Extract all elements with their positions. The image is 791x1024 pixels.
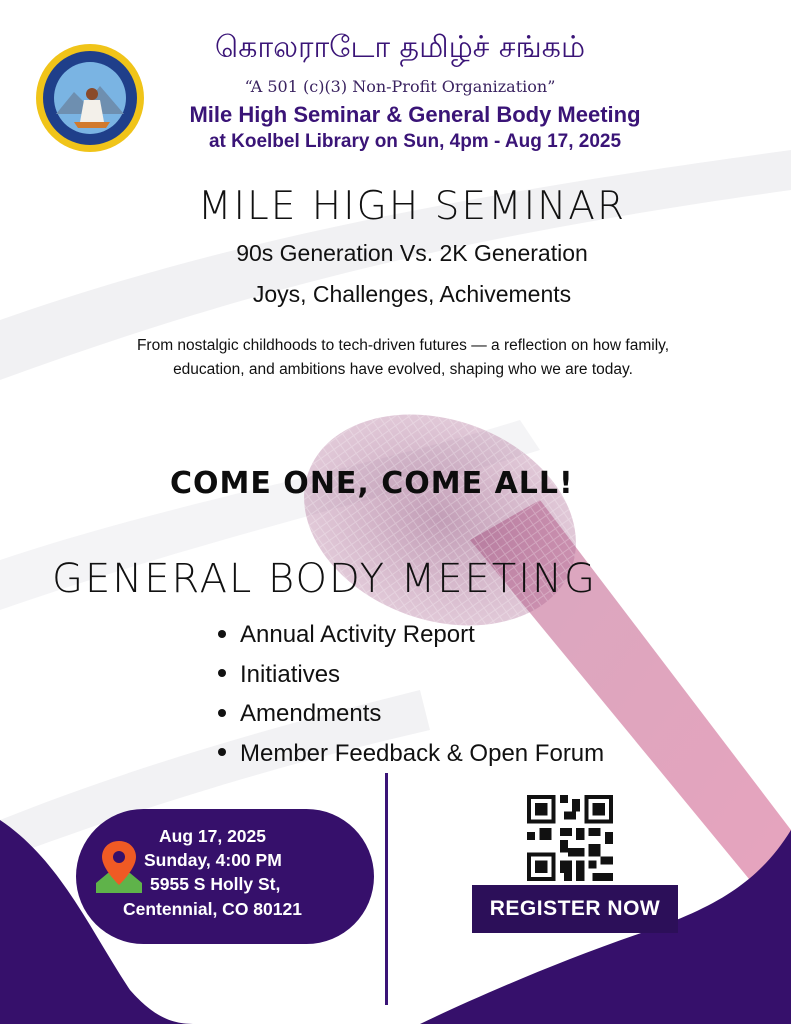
map-pin-icon — [92, 839, 146, 895]
bullet-icon — [218, 669, 226, 677]
event-subtitle: at Koelbel Library on Sun, 4pm - Aug 17, 2025 — [208, 131, 622, 152]
event-day-time: Sunday, 4:00 PM — [144, 850, 282, 870]
general-body-title: GENERAL BODY MEETING — [52, 556, 597, 602]
register-now-button[interactable]: REGISTER NOW — [472, 885, 678, 933]
seminar-title: MILE HIGH SEMINAR — [197, 184, 627, 229]
event-title: Mile High Seminar & General Body Meeting — [189, 102, 641, 127]
agenda-item: Amendments — [218, 694, 604, 734]
agenda-item: Member Feedback & Open Forum — [218, 734, 604, 774]
event-city: Centennial, CO 80121 — [123, 899, 302, 919]
org-name-tamil: கொலராடோ தமிழ்ச் சங்கம் — [214, 30, 586, 65]
agenda-item: Annual Activity Report — [218, 615, 604, 655]
event-info-card — [76, 809, 374, 944]
seminar-description: From nostalgic childhoods to tech-driven futures — a reflection on how family, education, and ambitions have evolved, shaping who we are today. — [136, 337, 670, 378]
come-all-banner: COME ONE, COME ALL! — [170, 466, 574, 501]
bullet-icon — [218, 748, 226, 756]
event-date: Aug 17, 2025 — [159, 826, 266, 846]
logo — [34, 42, 146, 154]
bullet-icon — [218, 709, 226, 717]
vertical-divider — [385, 773, 388, 1005]
agenda-item: Initiatives — [218, 655, 604, 695]
seminar-topic-line2: Joys, Challenges, Achivements — [252, 281, 572, 307]
agenda-list — [218, 615, 604, 773]
qr-code-icon[interactable] — [527, 795, 613, 881]
bullet-icon — [218, 630, 226, 638]
org-tagline: “A 501 (c)(3) Non-Profit Organization” — [244, 77, 556, 96]
event-street: 5955 S Holly St, — [150, 874, 281, 894]
seminar-topic-line1: 90s Generation Vs. 2K Generation — [236, 240, 588, 266]
